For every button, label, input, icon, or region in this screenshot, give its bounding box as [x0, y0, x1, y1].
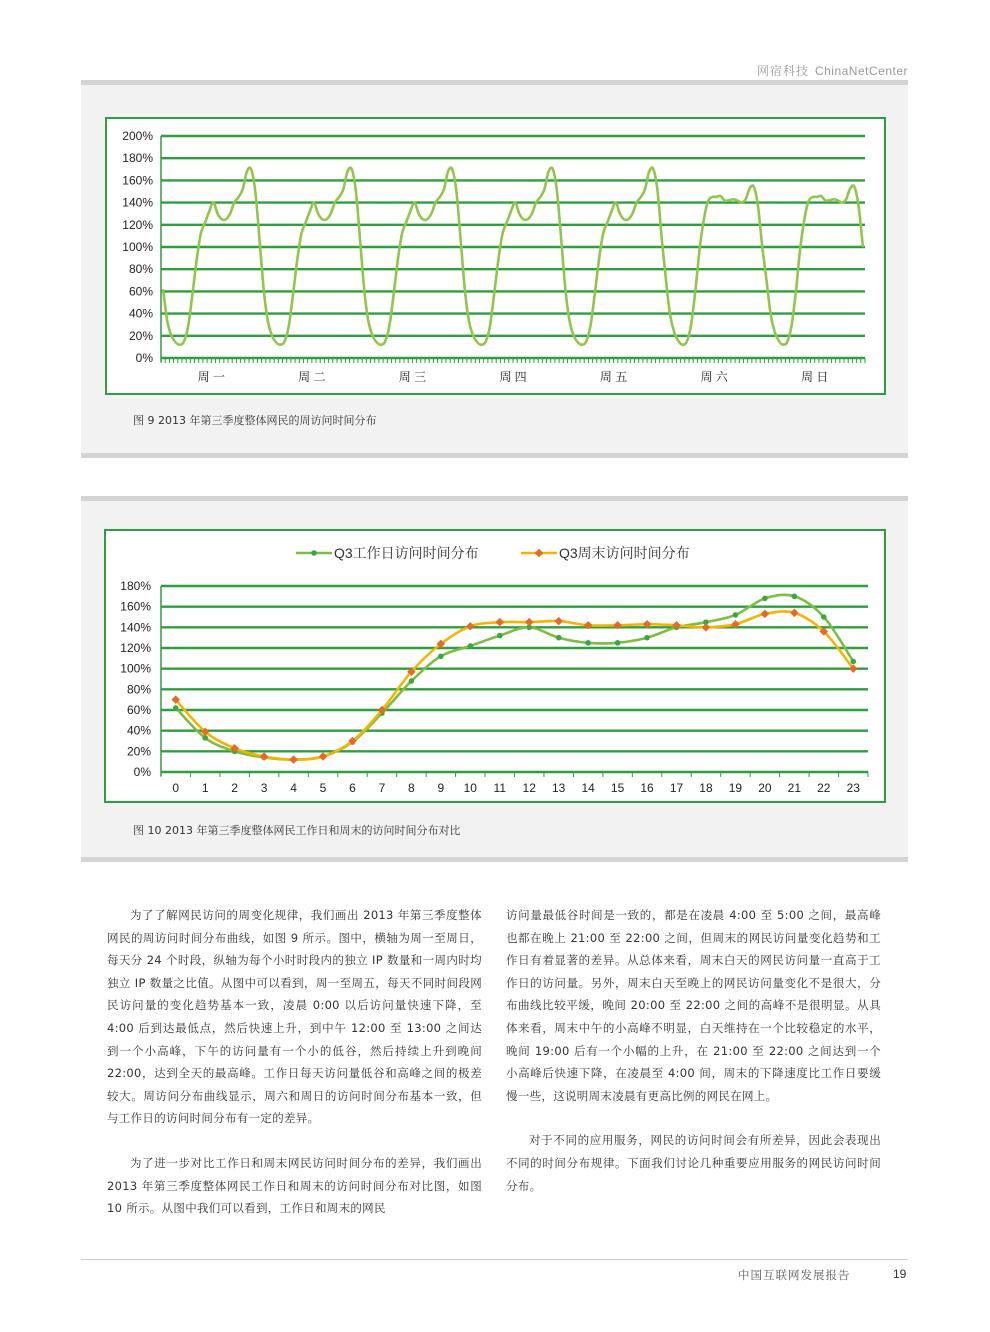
x-tick-label: 1 [201, 781, 209, 795]
weekend-data-point [496, 618, 504, 626]
x-tick-label: 4 [290, 781, 297, 795]
weekend-data-point [554, 617, 562, 625]
x-tick-label: 17 [669, 781, 684, 795]
figure10-caption: 图 10 2013 年第三季度整体网民工作日和周末的访问时间分布对比 [133, 824, 461, 837]
x-tick-label: 18 [699, 781, 713, 795]
brand-en: ChinaNetCenter [814, 64, 908, 78]
legend-label-0: Q3工作日访问时间分布 [334, 545, 479, 561]
weekday-data-point [173, 705, 179, 711]
x-tick-label: 0 [172, 781, 180, 795]
figure9-caption: 图 9 2013 年第三季度整体网民的周访问时间分布 [133, 414, 377, 427]
y-tick-label: 0% [135, 351, 153, 365]
x-tick-label: 23 [846, 781, 860, 795]
y-tick-label: 120% [122, 217, 153, 232]
x-tick-label: 8 [408, 781, 415, 795]
y-tick-label: 200% [122, 129, 153, 143]
left-paragraph-2: 为了进一步对比工作日和周末网民访问时间分布的差异，我们画出 2013 年第三季度整体网民工作日和周末的访问时间分布对比图，如图 10 所示。从图中我们可以看到，工作日和周末的网民 [107, 1155, 482, 1216]
weekday-data-point [762, 596, 768, 602]
left-paragraph-1: 为了了解网民访问的周变化规律，我们画出 2013 年第三季度整体网民的周访问时间分布曲线，如图 9 所示。图中，横轴为周一至周日，每天分 24 个时段，纵轴为每个小时时段内的独立 IP 数量和一周内时均独立 IP 数量之比值。从图中可以看到，周一至周五，每天不同时间段网民访问量的变化趋势基本一致，凌晨 0:00 以后访问量快速下降，至 4:00 后到达最低点，然后快速上升，到中午 12:00 至 13:00 之间达到一个小高峰，下午的访问量有一个小的低谷，然后持续上升到晚间 22:00，达到全天的最高峰。工作日每天访问量低谷和高峰之间的极差较大。周访问分布曲线显示，周六和周日的访问时间分布基本一致，但与工作日的访问时间分布有一定的差异。 [107, 908, 482, 1126]
day-label: 周 日 [801, 370, 829, 384]
legend-marker-weekday [311, 550, 317, 556]
day-label: 周 四 [499, 370, 527, 384]
y-tick-label: 60% [126, 703, 151, 717]
weekday-data-point [733, 612, 739, 618]
x-tick-label: 21 [787, 781, 802, 795]
x-tick-label: 3 [260, 781, 268, 795]
right-paragraph-1: 访问量最低谷时间是一致的，都是在凌晨 4:00 至 5:00 之间，最高峰也都在晚上 21:00 至 22:00 之间，但周末的网民访问量变化趋势和工作日有着显著的差异。从总体来看，周末白天的网民访问量一直高于工作日的访问量。另外，周末白天至晚上的网民访问量变化不是很大，分布曲线比较平缓，晚间 20:00 至 22:00 之间的高峰不是很明显。从具体来看，周末中午的小高峰不明显，白天维持在一个比较稳定的水平，晚间 19:00 后有一个小幅的上升，在 21:00 至 22:00 之间达到一个小高峰后快速下降，在凌晨至 4:00 间，周末的下降速度比工作日要缓慢一些，这说明周末凌晨有更高比例的网民在网上。 [506, 908, 881, 1103]
y-tick-label: 40% [128, 306, 153, 321]
figure9-frame [105, 117, 886, 395]
x-tick-label: 22 [817, 781, 831, 795]
figure9-bottom-rule [81, 453, 908, 458]
x-tick-label: 7 [378, 781, 386, 795]
x-tick-label: 11 [493, 781, 507, 795]
weekend-data-point [761, 610, 769, 618]
weekday-data-point [497, 633, 503, 639]
y-tick-label: 100% [120, 661, 151, 676]
x-tick-label: 9 [437, 781, 445, 795]
y-tick-label: 180% [122, 151, 153, 166]
weekday-data-point [438, 653, 444, 659]
day-label: 周 六 [700, 370, 728, 384]
y-tick-label: 20% [126, 744, 151, 759]
y-tick-label: 180% [120, 579, 151, 593]
weekend-data-point [260, 752, 268, 760]
brand-cn: 网宿科技 [756, 64, 809, 78]
legend-label-1: Q3周末访问时间分布 [559, 545, 690, 561]
y-tick-label: 40% [126, 723, 151, 738]
weekend-data-point [702, 623, 710, 631]
y-tick-label: 0% [133, 765, 151, 779]
y-tick-label: 160% [122, 173, 153, 188]
x-tick-label: 15 [610, 781, 625, 795]
right-column [506, 904, 881, 1197]
weekday-data-point [615, 640, 621, 646]
weekday-data-point [644, 635, 650, 641]
weekly-series-line [163, 168, 863, 345]
y-tick-label: 100% [122, 240, 153, 254]
y-tick-label: 60% [128, 284, 153, 299]
day-label: 周 三 [398, 370, 427, 384]
legend-marker-weekend [535, 549, 543, 557]
weekday-data-point [792, 594, 798, 600]
x-tick-label: 10 [463, 781, 477, 795]
x-tick-label: 20 [758, 781, 772, 795]
y-tick-label: 20% [128, 328, 153, 343]
x-tick-label: 14 [581, 781, 595, 795]
day-label: 周 五 [599, 370, 628, 384]
left-column [107, 904, 482, 1220]
x-tick-label: 13 [552, 781, 566, 795]
weekend-data-point [525, 618, 533, 626]
weekend-data-point [289, 755, 297, 763]
weekend-data-point [790, 609, 798, 617]
weekday-data-point [409, 678, 415, 684]
day-label: 周 一 [197, 370, 225, 384]
x-tick-label: 5 [319, 781, 327, 795]
y-tick-label: 140% [120, 620, 151, 635]
weekday-data-point [556, 635, 562, 641]
y-tick-label: 160% [120, 599, 151, 614]
weekday-data-point [821, 614, 827, 620]
y-tick-label: 120% [120, 641, 151, 655]
weekday-data-point [585, 640, 591, 646]
y-tick-label: 140% [122, 195, 153, 210]
day-label: 周 二 [298, 370, 326, 384]
weekend-data-point [319, 752, 327, 760]
x-tick-label: 19 [728, 781, 743, 795]
page-number: 19 [893, 1267, 907, 1281]
comparison-chart [106, 531, 884, 801]
weekday-data-point [468, 643, 474, 649]
y-tick-label: 80% [126, 682, 151, 697]
x-tick-label: 16 [640, 781, 654, 795]
x-tick-label: 2 [231, 781, 238, 795]
header-brand [757, 62, 908, 79]
series-line-1 [176, 611, 854, 759]
figure10-bottom-rule [81, 857, 908, 862]
figure10-frame [104, 529, 886, 803]
weekly-chart [107, 119, 884, 393]
weekday-data-point [850, 659, 856, 665]
footer-title: 中国互联网发展报告 [738, 1268, 851, 1282]
x-tick-label: 6 [349, 781, 356, 795]
weekend-data-point [466, 622, 474, 630]
right-paragraph-2: 对于不同的应用服务，网民的访问时间会有所差异，因此会表现出不同的时间分布规律。下面我们讨论几种重要应用服务的网民访问时间分布。 [506, 1133, 881, 1193]
x-tick-label: 12 [522, 781, 536, 795]
y-tick-label: 80% [128, 262, 153, 277]
footer-rule [81, 1259, 908, 1260]
